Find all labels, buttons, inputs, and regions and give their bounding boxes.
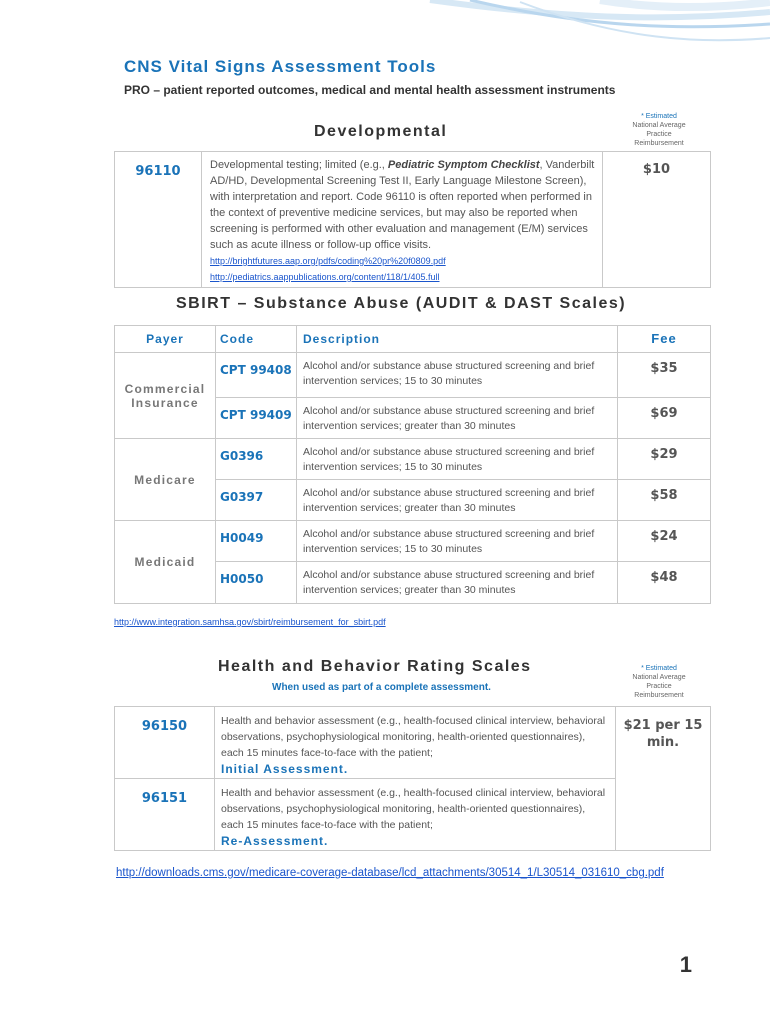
- description-cell: [297, 562, 618, 604]
- code-label: H0049: [220, 531, 264, 545]
- description-cell: [215, 707, 616, 779]
- description-text: Health and behavior assessment (e.g., health-focused clinical interview, behavioral observations, psychophysiological monitoring, health-oriented questionnaires), each 15 minutes face-to-face with the patient;: [221, 715, 606, 759]
- description-text: Alcohol and/or substance abuse structured screening and brief intervention services; 15 to 30 minutes: [303, 528, 595, 555]
- fee-value: $58: [650, 488, 678, 503]
- table-row: [115, 353, 711, 398]
- fee-cell: [618, 480, 711, 521]
- estimate-note-line2: National Average: [632, 122, 686, 129]
- description-text: Alcohol and/or substance abuse structured screening and brief intervention services; 15 to 30 minutes: [303, 360, 595, 387]
- description-text: Alcohol and/or substance abuse structured screening and brief intervention services; greater than 30 minutes: [303, 487, 595, 514]
- description-cell: [297, 398, 618, 439]
- developmental-table: [114, 151, 711, 288]
- payer-label: Medicaid: [134, 555, 196, 569]
- header-swoosh-graphic: [0, 0, 770, 60]
- code-96110: 96110: [135, 164, 181, 179]
- header-description: [297, 326, 618, 353]
- fee-value: $24: [650, 529, 678, 544]
- header-fee: [618, 326, 711, 353]
- code-cell: [216, 562, 297, 604]
- document-title: CNS Vital Signs Assessment Tools: [124, 57, 437, 76]
- code-cell: [115, 707, 215, 779]
- payer-medicaid: [115, 521, 216, 604]
- description-cell: [215, 779, 616, 851]
- description-cell: [297, 480, 618, 521]
- code-label: G0397: [220, 490, 264, 504]
- health-estimate-note: [614, 664, 704, 700]
- table-row: [115, 521, 711, 562]
- description-cell: [297, 353, 618, 398]
- code-label: CPT 99408: [220, 363, 292, 377]
- fee-cell: [603, 152, 711, 288]
- header-code: [216, 326, 297, 353]
- header-description-label: Description: [303, 332, 381, 346]
- fee-cell: [618, 439, 711, 480]
- code-cell: [216, 439, 297, 480]
- payer-label: Medicare: [134, 472, 196, 487]
- description-emphasis: Pediatric Symptom Checklist: [387, 159, 540, 171]
- description-text-b: , Vanderbilt AD/HD, Developmental Screening Test II, Early Language Milestone Screen), with interpretation and report. Code 96110 is often reported when performed in the context of preventive medicine services, but may also be reported when screening is performed with other evaluation and management (E/M) services such as acute illness or follow-up office visits.: [210, 159, 595, 251]
- health-behavior-table: [114, 706, 711, 851]
- brightfutures-link[interactable]: http://brightfutures.aap.org/pdfs/coding%20pr%20f0809.pdf: [210, 256, 446, 266]
- estimate-note-line1: * Estimated: [641, 113, 677, 120]
- fee-value: $10: [642, 162, 671, 177]
- payer-medicare: [115, 439, 216, 521]
- code-label: G0396: [220, 449, 264, 463]
- fee-cell: [618, 562, 711, 604]
- code-label: 96150: [141, 719, 188, 734]
- estimate-note-line2: National Average: [632, 674, 686, 681]
- code-cell: [115, 152, 202, 288]
- health-behavior-heading: Health and Behavior Rating Scales: [218, 658, 532, 675]
- description-text: Alcohol and/or substance abuse structured screening and brief intervention services; greater than 30 minutes: [303, 569, 595, 596]
- initial-assessment-label: Initial Assessment.: [221, 762, 349, 776]
- payer-label: Commercial Insurance: [124, 381, 206, 410]
- table-row: [115, 152, 711, 288]
- header-payer-label: Payer: [146, 332, 184, 346]
- fee-cell: [616, 707, 711, 851]
- table-row: [115, 707, 711, 779]
- cms-link[interactable]: http://downloads.cms.gov/medicare-coverage-database/lcd_attachments/30514_1/L30514_031610_cbg.pdf: [116, 867, 664, 879]
- fee-cell: [618, 398, 711, 439]
- page-number: 1: [679, 952, 692, 977]
- fee-value: $29: [650, 447, 678, 462]
- samhsa-link[interactable]: http://www.integration.samhsa.gov/sbirt/reimbursement_for_sbirt.pdf: [114, 617, 386, 627]
- fee-value: $48: [650, 570, 678, 585]
- code-label: 96151: [141, 791, 188, 806]
- code-cell: [216, 353, 297, 398]
- developmental-heading: Developmental: [314, 123, 448, 140]
- table-header-row: [115, 326, 711, 353]
- description-text: Health and behavior assessment (e.g., health-focused clinical interview, behavioral observations, psychophysiological monitoring, health-oriented questionnaires), each 15 minutes face-to-face with the patient;: [221, 787, 606, 831]
- fee-value: $35: [650, 361, 678, 376]
- description-text-a: Developmental testing; limited (e.g.,: [210, 159, 388, 171]
- code-label: CPT 99409: [220, 408, 292, 422]
- estimate-note-line4: Reimbursement: [634, 140, 684, 147]
- re-assessment-label: Re-Assessment.: [221, 834, 329, 848]
- table-row: [115, 439, 711, 480]
- code-cell: [115, 779, 215, 851]
- description-text: Alcohol and/or substance abuse structured screening and brief intervention services; 15 to 30 minutes: [303, 446, 595, 473]
- estimate-note-line1: * Estimated: [641, 665, 677, 672]
- document-subtitle: PRO – patient reported outcomes, medical and mental health assessment instruments: [124, 83, 616, 97]
- estimate-note-line4: Reimbursement: [634, 692, 684, 699]
- description-cell: [297, 521, 618, 562]
- description-cell: [297, 439, 618, 480]
- code-cell: [216, 480, 297, 521]
- estimate-note-line3: Practice: [646, 131, 672, 138]
- estimate-note-line3: Practice: [646, 683, 672, 690]
- sbirt-table: [114, 325, 711, 604]
- header-fee-label: Fee: [651, 331, 677, 346]
- header-payer: [115, 326, 216, 353]
- payer-commercial: [115, 353, 216, 439]
- code-cell: [216, 521, 297, 562]
- code-cell: [216, 398, 297, 439]
- developmental-estimate-note: [614, 112, 704, 148]
- code-label: H0050: [220, 572, 264, 586]
- fee-value: $21 per 15 min.: [623, 718, 703, 750]
- description-cell: [202, 152, 603, 288]
- fee-cell: [618, 521, 711, 562]
- health-behavior-subheading: When used as part of a complete assessment.: [272, 682, 491, 693]
- fee-value: $69: [650, 406, 678, 421]
- sbirt-heading: SBIRT – Substance Abuse (AUDIT & DAST Scales): [176, 295, 627, 312]
- fee-cell: [618, 353, 711, 398]
- description-text: Alcohol and/or substance abuse structured screening and brief intervention services; greater than 30 minutes: [303, 405, 595, 432]
- pediatrics-link[interactable]: http://pediatrics.aappublications.org/content/118/1/405.full: [210, 272, 440, 282]
- header-code-label: Code: [220, 332, 254, 346]
